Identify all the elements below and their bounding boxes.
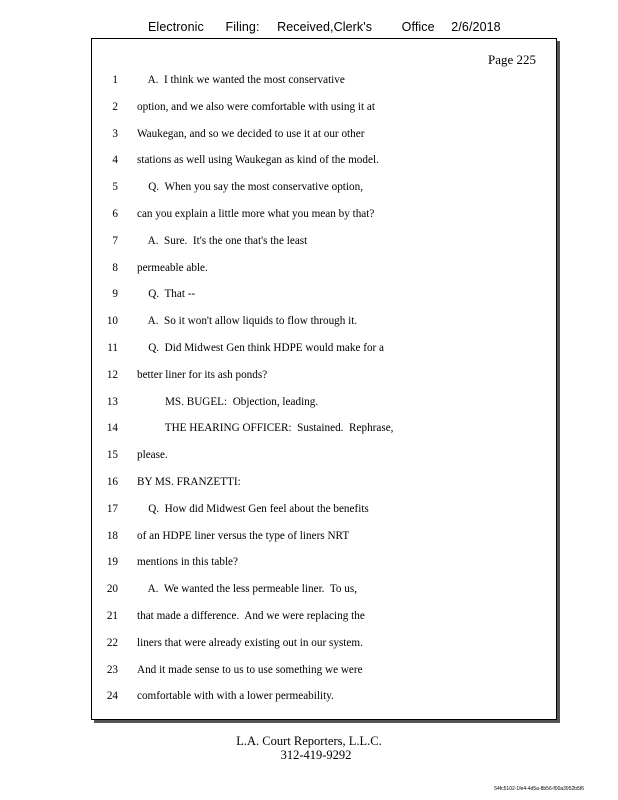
transcript-line (92, 204, 556, 224)
line-number: 10 (106, 315, 118, 328)
document-hash: 54fc5102-1fe4-4d5a-8b56-f00a3952b5f6 (494, 786, 584, 792)
transcript-line (92, 97, 556, 117)
line-text: can you explain a little more what you mean by that? (137, 208, 375, 220)
filing-header-received: Received,Clerk's (277, 20, 373, 34)
line-text: mentions in this table? (137, 556, 238, 569)
transcript-line (92, 258, 556, 278)
line-text: Q. Did Midwest Gen think HDPE would make for a (137, 342, 385, 354)
transcript-line (92, 499, 556, 519)
line-text: A. So it won't allow liquids to flow through it. (137, 315, 358, 328)
transcript-line (92, 284, 556, 304)
transcript-line (92, 70, 556, 90)
transcript-line (92, 150, 556, 170)
transcript-line (92, 177, 556, 197)
court-reporter-phone: 312-419-9292 (280, 748, 352, 762)
line-number: 23 (106, 663, 118, 676)
line-number: 7 (112, 234, 118, 247)
line-text: A. Sure. It's the one that's the least (137, 234, 308, 247)
line-text: Q. That -- (137, 288, 196, 301)
line-text: better liner for its ash ponds? (137, 368, 268, 381)
filing-header-filing: Filing: (225, 20, 260, 34)
line-text: THE HEARING OFFICER: Sustained. Rephrase, (137, 422, 394, 435)
line-text: of an HDPE liner versus the type of liners NRT (137, 529, 350, 542)
transcript-line (92, 311, 556, 331)
transcript-line (92, 633, 556, 653)
line-text: comfortable with with a lower permeability. (137, 690, 334, 703)
transcript-page (91, 38, 557, 720)
line-number: 21 (106, 610, 118, 622)
filing-header (148, 20, 501, 34)
line-number: 17 (106, 502, 118, 515)
transcript-line (92, 552, 556, 572)
filing-header-date: 2/6/2018 (451, 20, 501, 34)
transcript-line (92, 606, 556, 626)
transcript-line (92, 392, 556, 412)
line-number: 24 (106, 690, 118, 703)
transcript-line (92, 418, 556, 438)
line-number: 22 (106, 636, 118, 649)
line-number: 12 (106, 368, 118, 381)
line-text: A. I think we wanted the most conservative (137, 74, 345, 86)
line-text: stations as well using Waukegan as kind of the model. (137, 154, 379, 167)
line-text: please. (137, 449, 168, 462)
line-number: 14 (106, 422, 118, 435)
transcript-line (92, 338, 556, 358)
line-text: Q. How did Midwest Gen feel about the benefits (137, 502, 369, 515)
line-text: Q. When you say the most conservative option, (137, 181, 363, 194)
line-number: 8 (112, 261, 118, 274)
line-number: 13 (106, 395, 118, 408)
line-text: permeable able. (137, 261, 208, 274)
line-number: 15 (106, 449, 118, 462)
line-number: 11 (107, 342, 118, 354)
transcript-line (92, 579, 556, 599)
line-number: 19 (106, 556, 118, 569)
transcript-line (92, 526, 556, 546)
transcript-line (92, 124, 556, 144)
filing-header-office: Office (401, 20, 435, 34)
line-text: option, and we also were comfortable with using it at (137, 100, 375, 113)
line-text: MS. BUGEL: Objection, leading. (137, 395, 319, 408)
line-text: And it made sense to us to use something we were (137, 663, 363, 676)
line-number: 9 (112, 288, 118, 301)
page-footer (0, 734, 618, 762)
page-number: Page 225 (487, 52, 536, 67)
line-number: 4 (112, 154, 118, 167)
line-text: BY MS. FRANZETTI: (137, 476, 241, 488)
line-number: 18 (106, 529, 118, 542)
line-number: 3 (112, 127, 118, 140)
line-number: 20 (106, 583, 118, 596)
court-reporter-name: L.A. Court Reporters, L.L.C. (236, 734, 382, 748)
transcript-line (92, 231, 556, 251)
line-text: A. We wanted the less permeable liner. To us, (137, 583, 358, 596)
line-text: liners that were already existing out in our system. (137, 636, 363, 649)
line-text: that made a difference. And we were replacing the (137, 610, 365, 622)
line-text: Waukegan, and so we decided to use it at our other (137, 127, 365, 140)
transcript-line (92, 472, 556, 492)
line-number: 1 (112, 74, 118, 86)
line-number: 6 (112, 208, 118, 220)
transcript-line (92, 686, 556, 706)
line-number: 16 (106, 476, 118, 488)
transcript-line (92, 365, 556, 385)
line-number: 2 (112, 100, 118, 113)
filing-header-electronic: Electronic (148, 20, 204, 34)
transcript-line (92, 445, 556, 465)
transcript-line (92, 660, 556, 680)
line-number: 5 (112, 181, 118, 194)
